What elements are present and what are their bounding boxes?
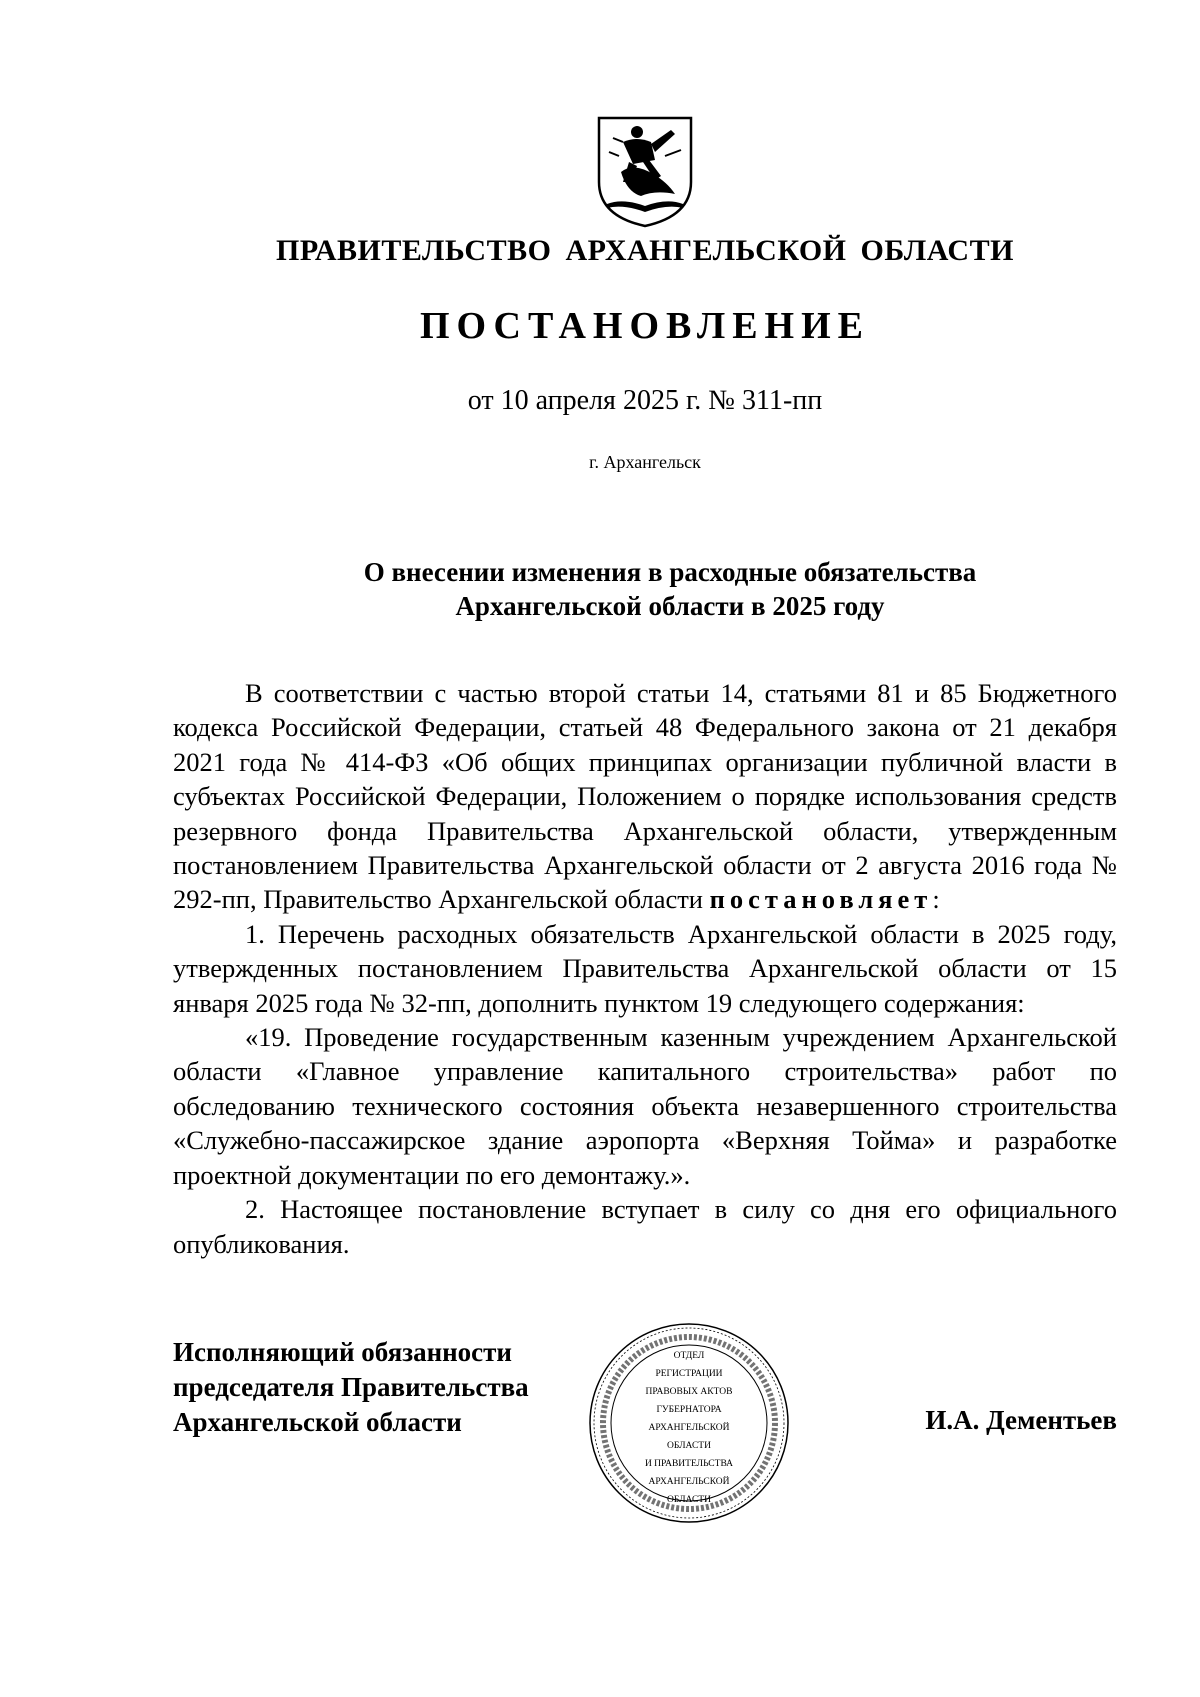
document-date-number: от 10 апреля 2025 г. № 311-пп	[467, 385, 823, 416]
official-stamp	[586, 1320, 792, 1526]
item-1: 1. Перечень расходных обязательств Архангельской области в 2025 году, утвержденных постановлением Правительства Архангельской области от 15 января 2025 года № 32-пп, дополнить пунктом 19 следующего содержания:	[173, 918, 1117, 1018]
intro-paragraph	[173, 676, 1117, 917]
coat-of-arms-icon	[593, 112, 697, 230]
signatory-position	[173, 1335, 529, 1440]
position-line: Исполняющий обязанности	[173, 1337, 512, 1367]
stamp-line: ГУБЕРНАТОРА	[656, 1405, 722, 1415]
organization-name: ПРАВИТЕЛЬСТВО АРХАНГЕЛЬСКОЙ ОБЛАСТИ	[276, 234, 1014, 267]
title-line: О внесении изменения в расходные обязательства	[363, 557, 977, 587]
position-line: председателя Правительства	[173, 1372, 529, 1402]
stamp-line: АРХАНГЕЛЬСКОЙ	[648, 1423, 730, 1433]
intro-text: В соответствии с частью второй статьи 14, статьями 81 и 85 Бюджетного кодекса Российской Федерации, статьей 48 Федерального закона от 21 декабря 2021 года № 414-ФЗ «Об общих принципах организации публичной власти в субъектах Российской Федерации, Положением о порядке использования средств резервного фонда Правительства Архангельской области, утвержденным постановлением Правительства Архангельской области от 2 августа 2016 года № 292-пп, Правительство Архангельской области	[173, 678, 1117, 915]
stamp-line: ОБЛАСТИ	[667, 1441, 711, 1451]
stamp-line: ОТДЕЛ	[673, 1351, 705, 1361]
stamp-line: И ПРАВИТЕЛЬСТВА	[644, 1459, 734, 1469]
stamp-line: АРХАНГЕЛЬСКОЙ	[648, 1477, 730, 1487]
stamp-line: РЕГИСТРАЦИИ	[655, 1369, 723, 1379]
document-type: ПОСТАНОВЛЕНИЕ	[419, 305, 871, 347]
decree-word: постановляет	[709, 884, 933, 915]
title-line: Архангельской области в 2025 году	[455, 591, 885, 621]
document-body	[173, 676, 1117, 1261]
document-city: г. Архангельск	[589, 452, 701, 472]
item-19-quote: «19. Проведение государственным казенным учреждением Архангельской области «Главное управление капитального строительства» работ по обследованию технического состояния объекта незавершенного строительства «Служебно-пассажирское здание аэропорта «Верхняя Тойма» и разработке проектной документации по его демонтажу.».	[173, 1022, 1117, 1190]
stamp-line: ПРАВОВЫХ АКТОВ	[645, 1387, 733, 1397]
stamp-line: ОБЛАСТИ	[667, 1495, 711, 1505]
position-line: Архангельской области	[173, 1407, 462, 1437]
item-2: 2. Настоящее постановление вступает в силу со дня его официального опубликования.	[173, 1194, 1117, 1259]
signatory-name: И.А. Дементьев	[925, 1405, 1117, 1435]
intro-end: :	[932, 884, 940, 915]
document-title	[250, 555, 1090, 623]
